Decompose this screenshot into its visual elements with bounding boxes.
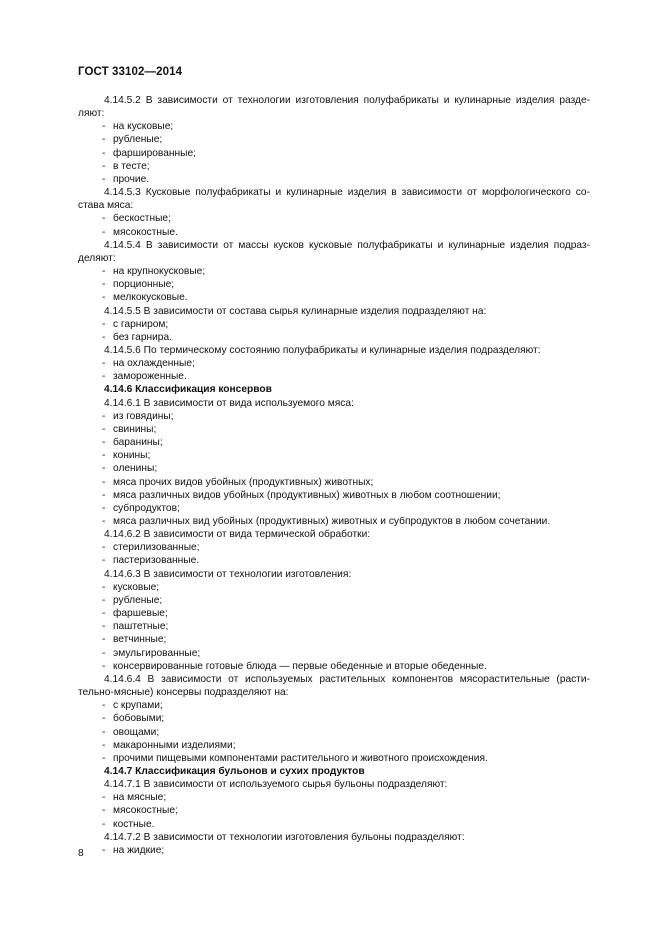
dash-bullet: - — [102, 476, 106, 488]
list-item — [78, 265, 590, 278]
list-item-text: из говядины; — [113, 410, 174, 422]
list-item — [78, 515, 590, 528]
list-item — [78, 476, 590, 489]
paragraph-continuation: става мяса: — [78, 200, 134, 212]
list-item — [78, 147, 590, 160]
list-item-text: мяса различных видов убойных (продуктивных) животных в любом соотношении; — [113, 489, 501, 501]
list-item — [78, 489, 590, 502]
dash-bullet: - — [102, 160, 106, 172]
dash-bullet: - — [102, 358, 106, 370]
list-item-text: оленины; — [113, 463, 158, 475]
dash-bullet: - — [102, 410, 106, 422]
list-item-text: мясокостные. — [113, 226, 178, 238]
list-item-text: мясокостные; — [113, 805, 178, 817]
dash-bullet: - — [102, 437, 106, 449]
list-item — [78, 804, 590, 817]
document-body — [78, 94, 590, 857]
dash-bullet: - — [102, 318, 106, 330]
dash-bullet: - — [102, 713, 106, 725]
list-item-text: на кусковые; — [113, 121, 174, 133]
dash-bullet: - — [102, 147, 106, 159]
dash-bullet: - — [102, 608, 106, 620]
list-item — [78, 318, 590, 331]
list-item-text: на охлажденные; — [113, 358, 195, 370]
list-item-text: на жидкие; — [113, 844, 165, 856]
list-item-text: макаронными изделиями; — [113, 739, 236, 751]
dash-bullet: - — [102, 121, 106, 133]
list-item-text: фаршированные; — [113, 147, 196, 159]
paragraph-line: 4.14.6.4 В зависимости от используемых растительных компонентов мясорастительные (расти- — [104, 673, 590, 685]
dash-bullet: - — [102, 134, 106, 146]
dash-bullet: - — [102, 371, 106, 383]
list-item-text: субпродуктов; — [113, 502, 180, 514]
dash-bullet: - — [102, 463, 106, 475]
list-item — [78, 660, 590, 673]
dash-bullet: - — [102, 752, 106, 764]
list-item-text: эмульгированные; — [113, 647, 201, 659]
list-item — [78, 502, 590, 515]
list-item-text: мелкокусковые. — [113, 292, 188, 304]
dash-bullet: - — [102, 502, 106, 514]
paragraph-line: 4.14.5.6 По термическому состоянию полуфабрикаты и кулинарные изделия подразделяют: — [104, 344, 541, 356]
list-item — [78, 160, 590, 173]
list-item — [78, 212, 590, 225]
dash-bullet: - — [102, 279, 106, 291]
list-item-text: консервированные готовые блюда — первые обеденные и вторые обеденные. — [113, 660, 487, 672]
paragraph-line: 4.14.7.2 В зависимости от технологии изготовления бульоны подразделяют: — [104, 831, 465, 843]
paragraph-continuation: ляют: — [78, 108, 105, 120]
dash-bullet: - — [102, 739, 106, 751]
dash-bullet: - — [102, 489, 106, 501]
list-item — [78, 699, 590, 712]
list-item — [78, 620, 590, 633]
list-item-text: стерилизованные; — [113, 542, 200, 554]
list-item — [78, 844, 590, 857]
dash-bullet: - — [102, 292, 106, 304]
list-item-text: конины; — [113, 450, 151, 462]
section-heading: 4.14.6 Классификация консервов — [104, 384, 272, 396]
dash-bullet: - — [102, 331, 106, 343]
list-item-text: на мясные; — [113, 792, 167, 804]
dash-bullet: - — [102, 700, 106, 712]
paragraph-line: 4.14.6.2 В зависимости от вида термической обработки: — [104, 529, 371, 541]
dash-bullet: - — [102, 213, 106, 225]
paragraph-line: 4.14.6.1 В зависимости от вида используемого мяса: — [104, 397, 354, 409]
list-item — [78, 462, 590, 475]
list-item — [78, 726, 590, 739]
list-item-text: мяса прочих видов убойных (продуктивных) животных; — [113, 476, 374, 488]
list-item — [78, 133, 590, 146]
list-item-text: мяса различных вид убойных (продуктивных) животных и субпродуктов в любом сочетании. — [113, 516, 551, 527]
list-item-text: с гарниром; — [113, 318, 169, 330]
list-item — [78, 423, 590, 436]
list-item — [78, 410, 590, 423]
list-item-text: с крупами; — [113, 700, 163, 712]
list-item — [78, 607, 590, 620]
list-item-text: прочими пищевыми компонентами растительного и животного происхождения. — [113, 752, 488, 764]
list-item-text: прочие. — [113, 173, 150, 185]
list-item — [78, 739, 590, 752]
dash-bullet: - — [102, 555, 106, 567]
dash-bullet: - — [102, 581, 106, 593]
list-item — [78, 331, 590, 344]
list-item — [78, 791, 590, 804]
list-item-text: овощами; — [113, 726, 160, 738]
dash-bullet: - — [102, 792, 106, 804]
section-heading: 4.14.7 Классификация бульонов и сухих продуктов — [104, 765, 365, 777]
paragraph-continuation: деляют: — [78, 252, 116, 264]
paragraph-line: 4.14.7.1 В зависимости от используемого сырья бульоны подразделяют: — [104, 779, 448, 791]
dash-bullet: - — [102, 542, 106, 554]
list-item — [78, 712, 590, 725]
dash-bullet: - — [102, 634, 106, 646]
list-item — [78, 818, 590, 831]
dash-bullet: - — [102, 450, 106, 462]
dash-bullet: - — [102, 226, 106, 238]
dash-bullet: - — [102, 173, 106, 185]
list-item — [78, 291, 590, 304]
list-item — [78, 436, 590, 449]
list-item-text: рубленые; — [113, 134, 163, 146]
dash-bullet: - — [102, 726, 106, 738]
list-item-text: бескостные; — [113, 213, 171, 225]
list-item-text: без гарнира. — [113, 331, 172, 343]
list-item-text: баранины; — [113, 437, 163, 449]
list-item-text: фаршевые; — [113, 608, 168, 620]
list-item-text: паштетные; — [113, 621, 169, 633]
dash-bullet: - — [102, 594, 106, 606]
paragraph-line: 4.14.6.3 В зависимости от технологии изготовления: — [104, 568, 352, 580]
list-item — [78, 278, 590, 291]
dash-bullet: - — [102, 621, 106, 633]
paragraph-continuation: тельно-мясные) консервы подразделяют на: — [78, 687, 289, 699]
paragraph-line: 4.14.5.2 В зависимости от технологии изготовления полуфабрикаты и кулинарные изделия разде- — [104, 95, 590, 106]
list-item — [78, 752, 590, 765]
list-item-text: пастеризованные. — [113, 555, 200, 567]
list-item — [78, 554, 590, 567]
list-item — [78, 633, 590, 646]
dash-bullet: - — [102, 266, 106, 278]
dash-bullet: - — [102, 805, 106, 817]
dash-bullet: - — [102, 818, 106, 830]
dash-bullet: - — [102, 647, 106, 659]
list-item-text: кусковые; — [113, 581, 160, 593]
list-item — [78, 226, 590, 239]
dash-bullet: - — [102, 844, 106, 856]
page-number: 8 — [78, 848, 84, 859]
list-item — [78, 120, 590, 133]
list-item — [78, 541, 590, 554]
dash-bullet: - — [102, 660, 106, 672]
list-item — [78, 173, 590, 186]
list-item — [78, 357, 590, 370]
list-item — [78, 594, 590, 607]
list-item — [78, 370, 590, 383]
paragraph-line: 4.14.5.3 Кусковые полуфабрикаты и кулинарные изделия в зависимости от морфологического со- — [104, 187, 590, 199]
list-item-text: порционные; — [113, 279, 175, 291]
list-item-text: свинины; — [113, 423, 157, 435]
list-item — [78, 581, 590, 594]
dash-bullet: - — [102, 423, 106, 435]
list-item-text: бобовыми; — [113, 713, 165, 725]
paragraph-line: 4.14.5.5 В зависимости от состава сырья кулинарные изделия подразделяют на: — [104, 305, 487, 317]
list-item — [78, 449, 590, 462]
list-item-text: замороженные. — [113, 371, 187, 383]
list-item-text: в тесте; — [113, 160, 150, 172]
list-item-text: ветчинные; — [113, 634, 167, 646]
paragraph-line: 4.14.5.4 В зависимости от массы кусков кусковые полуфабрикаты и кулинарные изделия подраз- — [104, 239, 590, 251]
list-item — [78, 647, 590, 660]
document-header: ГОСТ 33102—2014 — [78, 66, 183, 78]
list-item-text: рубленые; — [113, 594, 163, 606]
list-item-text: на крупнокусковые; — [113, 266, 206, 278]
list-item-text: костные. — [113, 818, 155, 830]
dash-bullet: - — [102, 516, 106, 527]
